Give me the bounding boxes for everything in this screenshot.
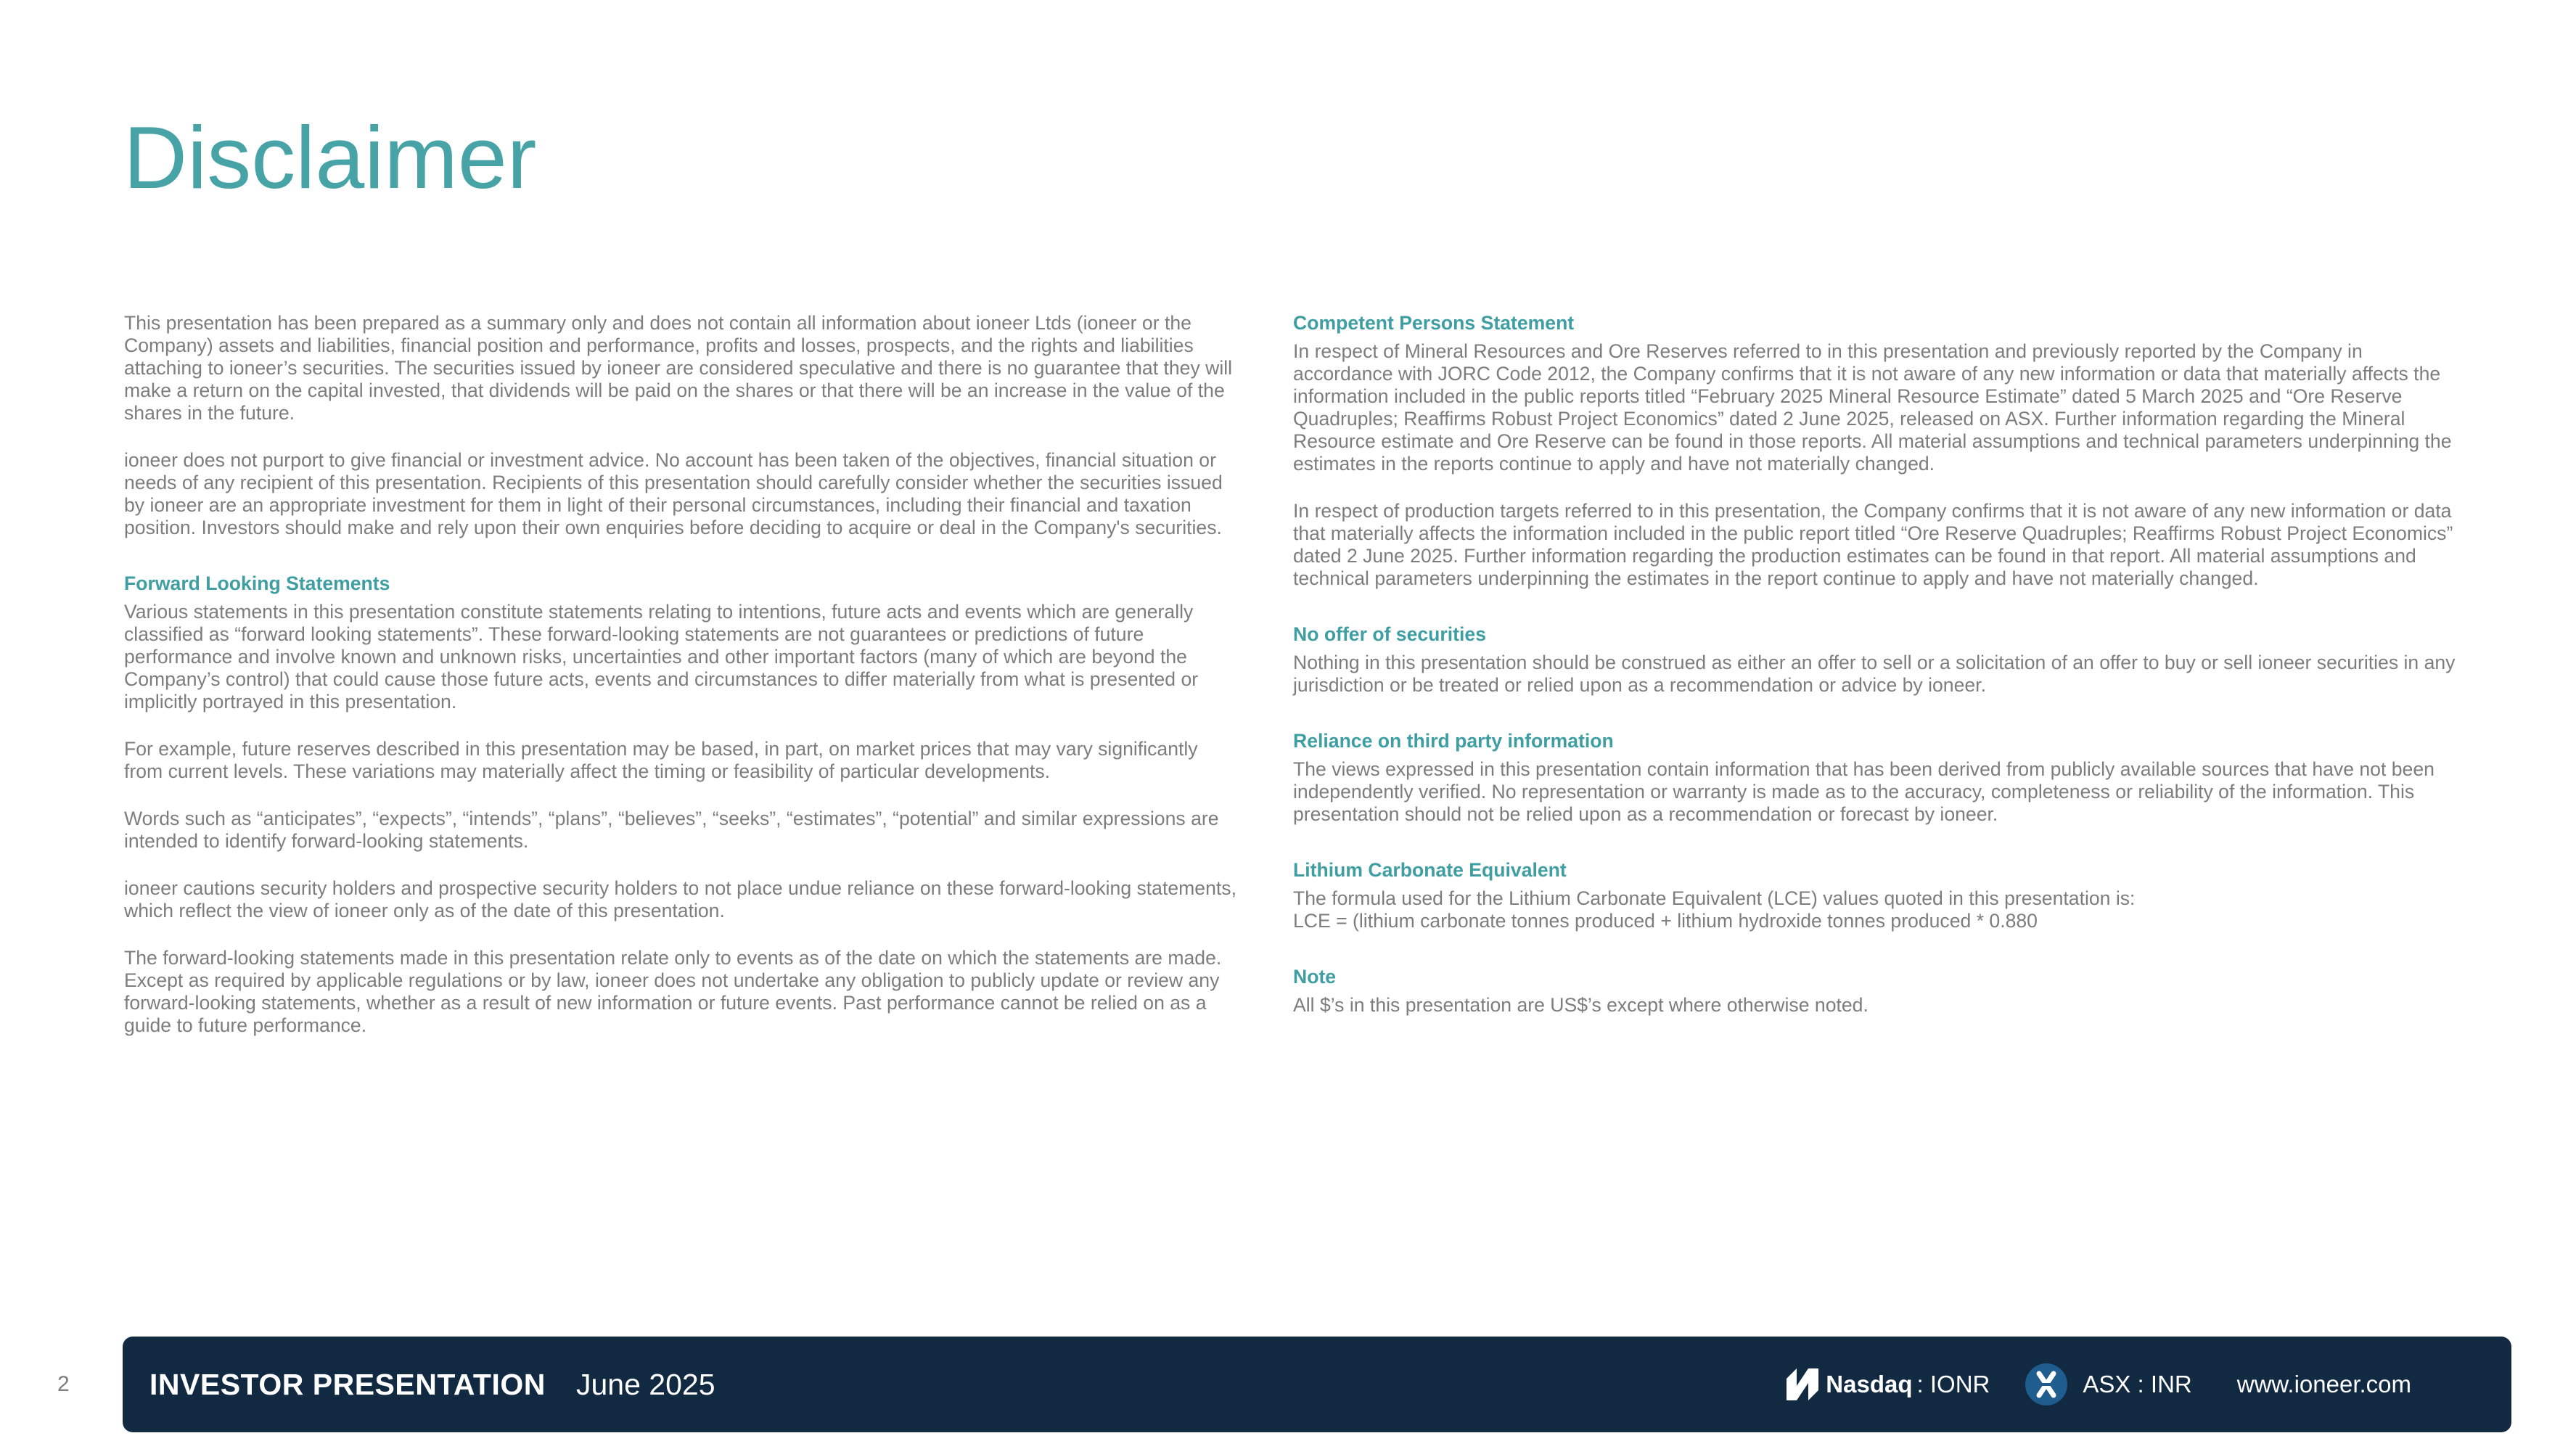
lce-heading: Lithium Carbonate Equivalent bbox=[1293, 859, 1567, 881]
right-column bbox=[1293, 312, 2463, 1017]
competent-persons-paragraph: In respect of Mineral Resources and Ore Reserves referred to in this presentation and previously reported by the Company in accordance with JORC Code 2012, the Company confirms that it is not aware of any new information or data that materially affects the information included in the public reports titled “February 2025 Mineral Resource Estimate” dated 5 March 2025 and “Ore Reserve Quadruples; Reaffirms Robust Project Economics” dated 2 June 2025, released on ASX. Further information regarding the Mineral Resource estimate and Ore Reserve can be found in those reports. All material assumptions and technical parameters underpinning the estimates in the reports continue to apply and have not materially changed. bbox=[1293, 340, 2452, 475]
nasdaq-logo-icon bbox=[1784, 1368, 1821, 1400]
forward-looking-paragraph: Various statements in this presentation constitute statements relating to intentions, future acts and events which are generally classified as “forward looking statements”. These forward-looking statements are not guarantees or predictions of future performance and involve known and unknown risks, uncertainties and other important factors (many of which are beyond the Company’s control) that could cause those future acts, events and circumstances to differ materially from what is presented or implicitly portrayed in this presentation. bbox=[124, 601, 1199, 713]
asx-logo-icon bbox=[2025, 1363, 2068, 1406]
competent-persons-paragraph: In respect of production targets referred to in this presentation, the Company confirms that it is not aware of any new information or data that materially affects the information included in the public report titled “Ore Reserve Quadruples; Reaffirms Robust Project Economics” dated 2 June 2025. Further information regarding the production estimates can be found in that report. All material assumptions and technical parameters underpinning the estimates in the report continue to apply and have not materially changed. bbox=[1293, 500, 2453, 589]
no-offer-text: Nothing in this presentation should be construed as either an offer to sell or a solicitation of an offer to buy or sell ioneer securities in any jurisdiction or be treated or relied upon as a recommendation or advice by ioneer. bbox=[1293, 652, 2456, 696]
page-title: Disclaimer bbox=[123, 108, 537, 207]
competent-persons-heading: Competent Persons Statement bbox=[1293, 312, 1575, 334]
asx-ticker: ASX : INR bbox=[2083, 1371, 2192, 1397]
forward-looking-heading: Forward Looking Statements bbox=[124, 572, 390, 594]
footer-title: INVESTOR PRESENTATION bbox=[149, 1368, 546, 1401]
page-number: 2 bbox=[57, 1372, 70, 1396]
footer-bar bbox=[123, 1337, 2511, 1432]
forward-looking-paragraph: The forward-looking statements made in this presentation relate only to events as of the date on which the statements are made. Except as required by applicable regulations or by law, ioneer does not undertake any obligation to publicly update or review any forward-looking statements, whether as a result of new information or future events. Past performance cannot be relied on as a guide to future performance. bbox=[124, 947, 1222, 1036]
forward-looking-paragraph: Words such as “anticipates”, “expects”, “intends”, “plans”, “believes”, “seeks”, “estimates”, “potential” and similar expressions are intended to identify forward-looking statements. bbox=[124, 808, 1219, 852]
forward-looking-paragraph: For example, future reserves described in this presentation may be based, in part, on market prices that may vary significantly from current levels. These variations may materially affect the timing or feasibility of particular developments. bbox=[124, 738, 1198, 782]
forward-looking-paragraph: ioneer cautions security holders and prospective security holders to not place undue reliance on these forward-looking statements, which reflect the view of ioneer only as of the date of this presentation. bbox=[124, 877, 1236, 921]
intro-paragraph: This presentation has been prepared as a summary only and does not contain all information about ioneer Ltds (ioneer or the Company) assets and liabilities, financial position and performance, profits and losses, prospects, and the rights and liabilities attaching to ioneer’s securities. The securities issued by ioneer are considered speculative and there is no guarantee that they will make a return on the capital invested, that dividends will be paid on the shares or that there will be an increase in the value of the shares in the future. bbox=[124, 312, 1233, 424]
lce-formula: LCE = (lithium carbonate tonnes produced + lithium hydroxide tonnes produced * 0.880 bbox=[1293, 910, 2038, 932]
website-link[interactable]: www.ioneer.com bbox=[2236, 1371, 2411, 1397]
no-offer-heading: No offer of securities bbox=[1293, 623, 1486, 645]
intro-paragraph: ioneer does not purport to give financial or investment advice. No account has been taken of the objectives, financial situation or needs of any recipient of this presentation. Recipients of this presentation should carefully consider whether the securities issued by ioneer are an appropriate investment for them in light of their personal circumstances, including their financial and taxation position. Investors should make and rely upon their own enquiries before deciding to acquire or deal in the Company's securities. bbox=[124, 449, 1223, 538]
nasdaq-listing bbox=[1784, 1368, 1990, 1400]
left-column bbox=[124, 312, 1242, 1037]
footer-date: June 2025 bbox=[576, 1368, 715, 1401]
footer-listings bbox=[1784, 1360, 2411, 1408]
nasdaq-ticker: : IONR bbox=[1916, 1371, 1990, 1397]
nasdaq-label: Nasdaq bbox=[1826, 1371, 1913, 1397]
reliance-text: The views expressed in this presentation contain information that has been derived from publicly available sources that have not been independently verified. No representation or warranty is made as to the accuracy, completeness or reliability of the information. This presentation should not be relied upon as a recommendation or forecast by ioneer. bbox=[1293, 758, 2435, 825]
note-text: All $’s in this presentation are US$’s except where otherwise noted. bbox=[1293, 994, 1869, 1016]
reliance-heading: Reliance on third party information bbox=[1293, 730, 1614, 752]
lce-line: The formula used for the Lithium Carbonate Equivalent (LCE) values quoted in this presentation is: bbox=[1293, 887, 2136, 909]
note-heading: Note bbox=[1293, 966, 1337, 988]
